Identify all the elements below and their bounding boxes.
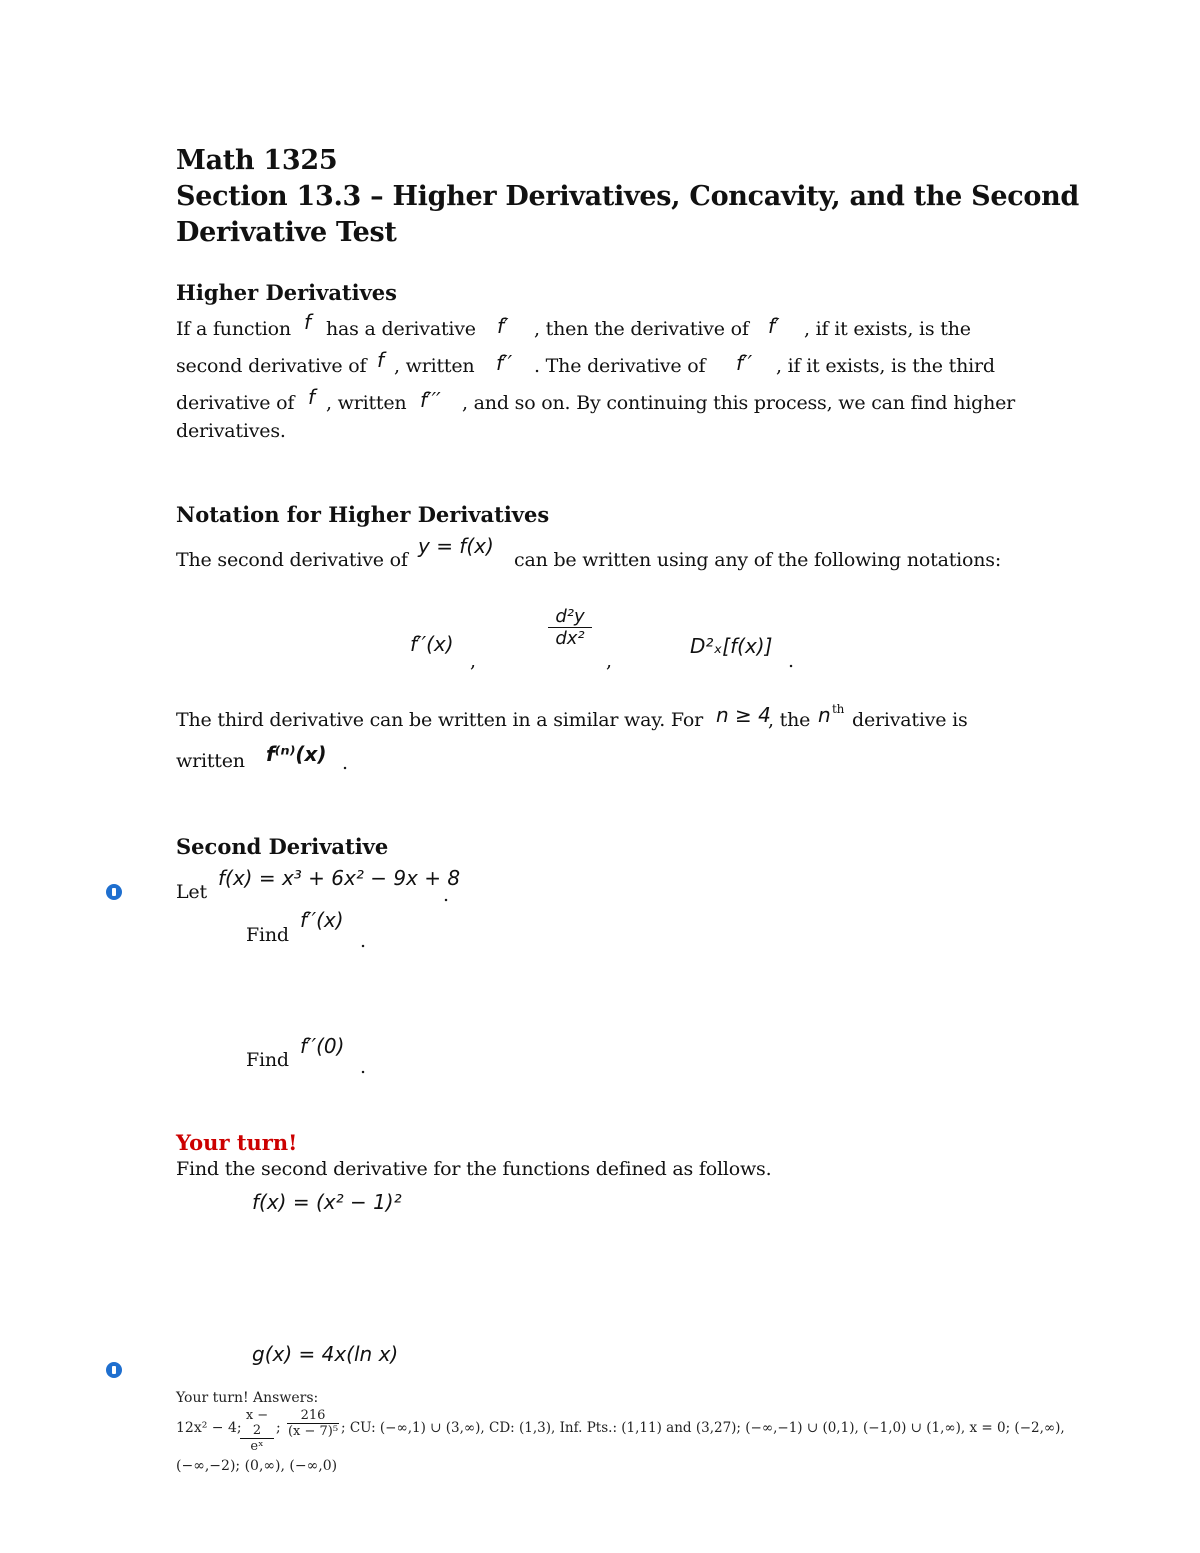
higher-derivatives-heading: Higher Derivatives bbox=[176, 280, 397, 305]
answers-label: Your turn! Answers: bbox=[176, 1390, 319, 1406]
superscript-th: th bbox=[832, 702, 845, 716]
fraction-numerator: d²y bbox=[555, 606, 585, 627]
notation-operator-d: D²ₓ[f(x)] bbox=[690, 634, 773, 658]
text: , then the derivative of bbox=[534, 318, 749, 340]
period: . bbox=[788, 650, 794, 672]
math-fx-definition: f(x) = x³ + 6x² − 9x + 8 bbox=[218, 866, 461, 890]
math-f-problem: f(x) = (x² − 1)² bbox=[252, 1190, 402, 1214]
notation-leibniz bbox=[548, 606, 592, 649]
text: Let bbox=[176, 881, 207, 903]
text: , if it exists, is the bbox=[804, 318, 971, 340]
text: , and so on. By continuing this process, we can find higher bbox=[462, 392, 1016, 414]
answer-3-fraction bbox=[287, 1408, 339, 1439]
math-fn-of-x: f⁽ⁿ⁾(x) bbox=[266, 742, 327, 766]
info-icon[interactable] bbox=[106, 884, 122, 900]
fraction-numerator: x − 2 bbox=[245, 1408, 269, 1438]
math-n: n bbox=[818, 703, 831, 727]
text: , if it exists, is the third bbox=[776, 355, 995, 377]
comma: , bbox=[606, 650, 612, 672]
math-g-problem: g(x) = 4x(ln x) bbox=[252, 1342, 399, 1366]
text: derivatives. bbox=[176, 420, 286, 442]
math-fprime: f′ bbox=[768, 314, 780, 338]
period: . bbox=[360, 930, 366, 952]
answer-line2: (−∞,−2); (0,∞), (−∞,0) bbox=[176, 1458, 338, 1474]
comma: , bbox=[470, 650, 476, 672]
math-fdoubleprime: f′′ bbox=[736, 351, 753, 375]
math-fdoubleprime-x: f′′(x) bbox=[300, 908, 344, 932]
text: second derivative of bbox=[176, 355, 367, 377]
your-turn-heading: Your turn! bbox=[176, 1130, 298, 1155]
math-fprime: f′ bbox=[497, 314, 509, 338]
course-title: Math 1325 bbox=[176, 145, 338, 176]
text: , the bbox=[768, 709, 811, 731]
math-f: f bbox=[377, 348, 385, 372]
answer-1: 12x² − 4; bbox=[176, 1420, 242, 1436]
text: , written bbox=[326, 392, 407, 414]
text: Find bbox=[246, 1049, 289, 1071]
separator: ; bbox=[276, 1420, 281, 1436]
period: . bbox=[360, 1056, 366, 1078]
math-fdoubleprime-0: f′′(0) bbox=[300, 1034, 345, 1058]
answer-rest: ; CU: (−∞,1) ∪ (3,∞), CD: (1,3), Inf. Pts.: (1,11) and (3,27); (−∞,−1) ∪ (0,1), (−1,0) ∪ (1,∞), x = 0; (−2,∞), bbox=[341, 1420, 1065, 1436]
text: derivative is bbox=[852, 709, 968, 731]
period: . bbox=[342, 752, 348, 774]
math-ftripleprime: f′′′ bbox=[420, 388, 441, 412]
fraction-numerator: 216 bbox=[300, 1408, 326, 1423]
notation-fdoubleprime: f′′(x) bbox=[410, 632, 454, 656]
text: The second derivative of bbox=[176, 549, 408, 571]
text: written bbox=[176, 750, 245, 772]
fraction-denominator: eˣ bbox=[250, 1439, 264, 1454]
notation-heading: Notation for Higher Derivatives bbox=[176, 502, 550, 527]
text: The third derivative can be written in a similar way. For bbox=[176, 709, 704, 731]
text: derivative of bbox=[176, 392, 295, 414]
answer-2-fraction bbox=[240, 1408, 274, 1454]
text: , written bbox=[394, 355, 475, 377]
fraction-denominator: dx² bbox=[555, 628, 585, 649]
section-title-line1: Section 13.3 – Higher Derivatives, Concavity, and the Second bbox=[176, 181, 1079, 212]
period: . bbox=[443, 884, 449, 906]
text: has a derivative bbox=[326, 318, 476, 340]
text: can be written using any of the following notations: bbox=[514, 549, 1002, 571]
math-fdoubleprime: f′′ bbox=[496, 351, 513, 375]
math-f: f bbox=[308, 385, 316, 409]
section-title-line2: Derivative Test bbox=[176, 217, 397, 248]
math-n-ge-4: n ≥ 4 bbox=[716, 703, 771, 727]
fraction-denominator: (x − 7)⁵ bbox=[287, 1424, 339, 1439]
text: . The derivative of bbox=[534, 355, 706, 377]
info-icon[interactable] bbox=[106, 1362, 122, 1378]
text: If a function bbox=[176, 318, 291, 340]
second-derivative-heading: Second Derivative bbox=[176, 834, 389, 859]
math-f: f bbox=[304, 310, 312, 334]
your-turn-instructions: Find the second derivative for the functions defined as follows. bbox=[176, 1158, 772, 1180]
math-y-equals-fx: y = f(x) bbox=[418, 534, 494, 558]
text: Find bbox=[246, 924, 289, 946]
